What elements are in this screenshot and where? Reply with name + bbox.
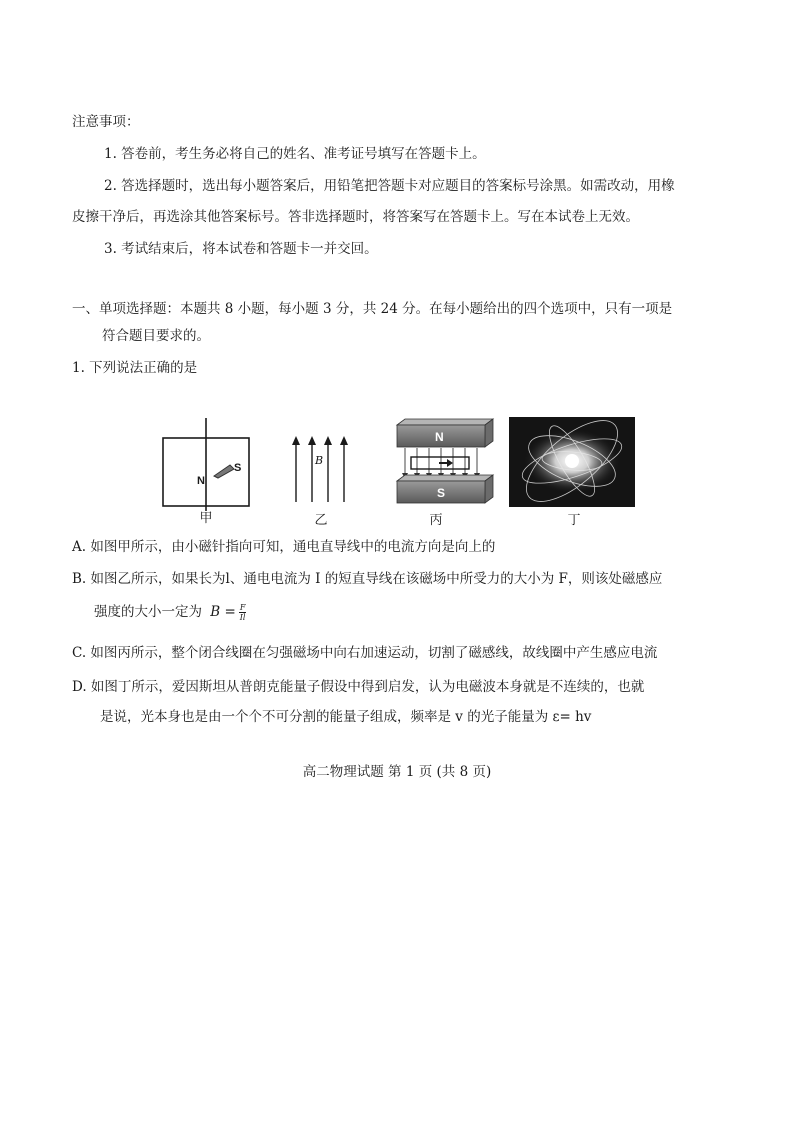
formula-denominator: Il bbox=[239, 612, 246, 622]
notice-item-3: 3. 考试结束后，将本试卷和答题卡一并交回。 bbox=[104, 241, 378, 257]
magnet-label-s: S bbox=[437, 486, 446, 500]
needle-label-n: N bbox=[197, 475, 205, 487]
figure-bing-caption: 丙 bbox=[429, 513, 443, 528]
page-footer: 高二物理试题 第 1 页 (共 8 页) bbox=[302, 764, 492, 780]
section-heading-line-1: 一、单项选择题：本题共 8 小题，每小题 3 分，共 24 分。在每小题给出的四个选项中，只有一项是 bbox=[72, 301, 673, 317]
option-d-line-2: 是说，光本身也是由一个个不可分割的能量子组成，频率是 v 的光子能量为 ε= hv bbox=[100, 709, 592, 725]
section-heading-line-2: 符合题目要求的。 bbox=[102, 328, 210, 344]
formula-lhs: B = bbox=[210, 604, 236, 620]
option-d-line-1: D. 如图丁所示，爱因斯坦从普朗克能量子假设中得到启发，认为电磁波本身就是不连续的，也就 bbox=[72, 679, 645, 695]
needle-label-s: S bbox=[234, 462, 242, 474]
option-a: A. 如图甲所示，由小磁针指向可知，通电直导线中的电流方向是向上的 bbox=[72, 539, 496, 555]
figure-ding-caption: 丁 bbox=[567, 513, 581, 528]
field-label-b: B bbox=[315, 454, 324, 467]
figure-jia-caption: 甲 bbox=[199, 511, 213, 526]
magnet-label-n: N bbox=[435, 430, 444, 444]
option-b-formula bbox=[210, 602, 246, 622]
notice-item-1: 1. 答卷前，考生务必将自己的姓名、准考证号填写在答题卡上。 bbox=[104, 146, 486, 162]
option-b-line-1: B. 如图乙所示，如果长为l、通电电流为 I 的短直导线在该磁场中所受力的大小为 F，则该处磁感应 bbox=[72, 571, 663, 587]
notice-title: 注意事项： bbox=[72, 114, 140, 130]
figure-yi bbox=[288, 436, 354, 504]
option-b-line-2-text: 强度的大小一定为 bbox=[94, 604, 202, 620]
formula-fraction bbox=[239, 603, 247, 622]
compass-needle bbox=[214, 465, 234, 478]
figure-ding bbox=[509, 417, 635, 507]
figure-yi-caption: 乙 bbox=[314, 513, 328, 528]
option-c: C. 如图丙所示，整个闭合线圈在匀强磁场中向右加速运动，切割了磁感线，故线圈中产生感应电流 bbox=[72, 645, 658, 661]
option-b-line-2 bbox=[94, 602, 246, 622]
formula-numerator: F bbox=[239, 602, 246, 612]
figure-bing bbox=[395, 417, 495, 509]
figure-jia bbox=[160, 415, 252, 511]
question-1-stem: 1. 下列说法正确的是 bbox=[72, 360, 198, 376]
notice-item-2-line-2: 皮擦干净后，再选涂其他答案标号。答非选择题时，将答案写在答题卡上。写在本试卷上无效。 bbox=[72, 209, 639, 225]
notice-item-2-line-1: 2. 答选择题时，选出每小题答案后，用铅笔把答题卡对应题目的答案标号涂黑。如需改动，用橡 bbox=[104, 178, 675, 194]
